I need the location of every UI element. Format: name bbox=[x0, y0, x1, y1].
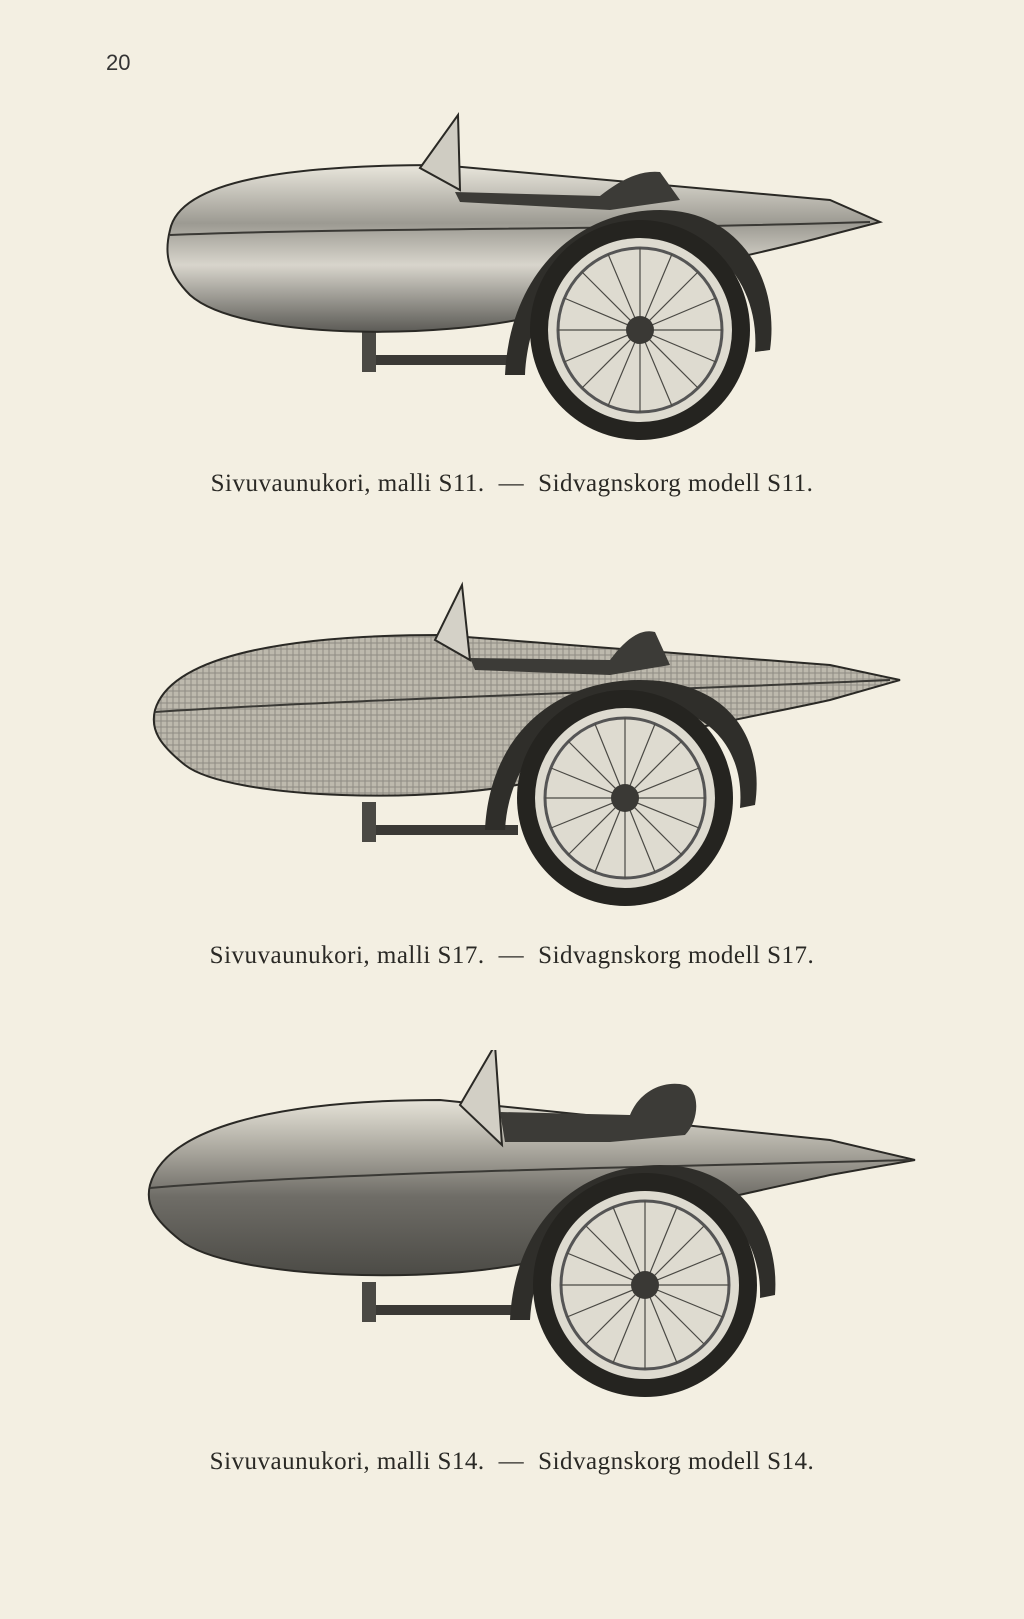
caption-s14-separator: — bbox=[498, 1448, 525, 1475]
caption-s11-swedish: Sidvagnskorg modell S11. bbox=[538, 470, 814, 497]
caption-s14-finnish: Sivuvaunukori, malli S14. bbox=[209, 1448, 485, 1475]
sidecar-s17-illustration bbox=[140, 580, 920, 940]
caption-s14 bbox=[0, 1448, 1024, 1476]
caption-s11-finnish: Sivuvaunukori, malli S11. bbox=[210, 470, 485, 497]
caption-s14-swedish: Sidvagnskorg modell S14. bbox=[538, 1448, 815, 1475]
page-number: 20 bbox=[106, 50, 131, 75]
caption-s17-separator: — bbox=[498, 942, 525, 969]
sidecar-s14-illustration bbox=[140, 1050, 920, 1420]
caption-s17-swedish: Sidvagnskorg modell S17. bbox=[538, 942, 815, 969]
caption-s17 bbox=[0, 942, 1024, 970]
caption-s11 bbox=[0, 470, 1024, 498]
caption-s11-separator: — bbox=[498, 470, 525, 497]
sidecar-s11-illustration bbox=[140, 110, 920, 470]
caption-s17-finnish: Sivuvaunukori, malli S17. bbox=[209, 942, 485, 969]
